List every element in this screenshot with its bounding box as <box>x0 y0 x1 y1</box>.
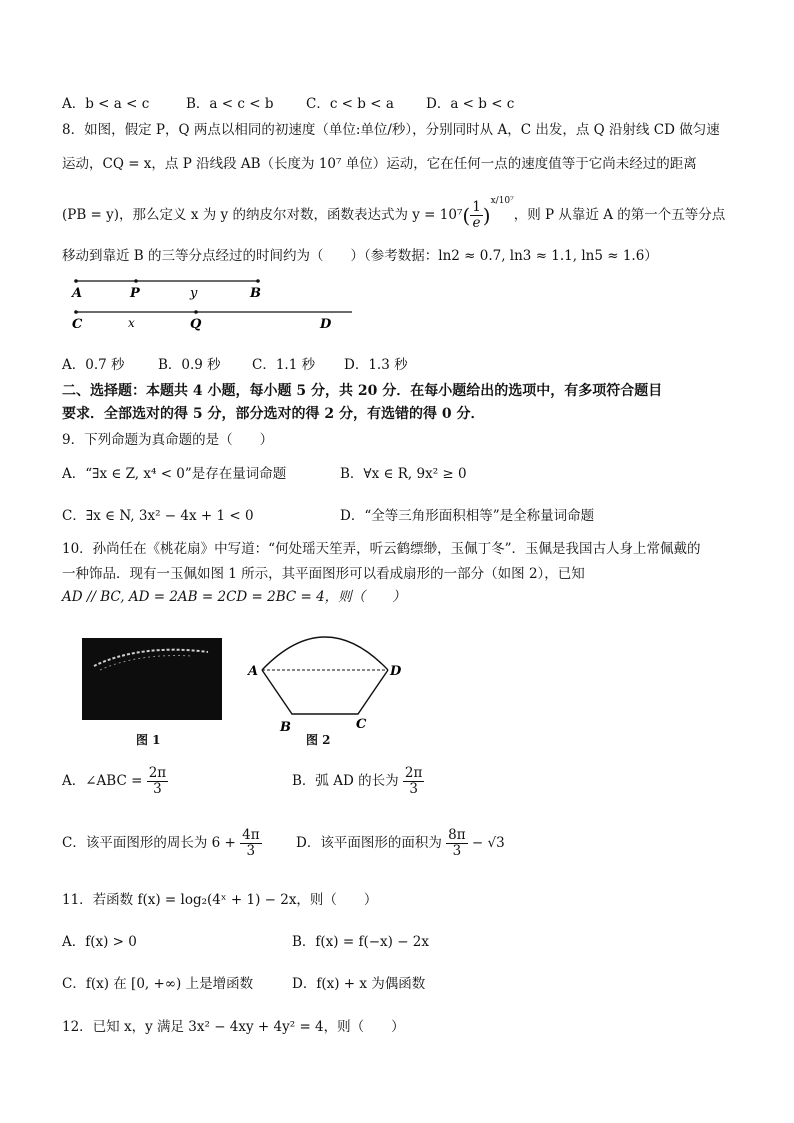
fig2-label-d: D <box>390 664 402 679</box>
q8-line-3-pre: (PB = y)，那么定义 x 为 y 的纳皮尔对数，函数表达式为 y = 10⁷ <box>62 206 463 223</box>
q8-line-4: 移动到靠近 B 的三等分点经过的时间约为（ ）（参考数据：ln2 ≈ 0.7, ln3 ≈ 1.1, ln5 ≈ 1.6） <box>62 248 658 264</box>
q10-line-1: 10．孙尚任在《桃花扇》中写道：“何处瑶天笙弄，听云鹤缥缈，玉佩丁冬”．玉佩是我国古人身上常佩戴的 <box>62 541 701 557</box>
arc-ad <box>262 637 388 670</box>
q11-option-c: C．f(x) 在 [0, +∞) 上是增函数 <box>62 976 254 992</box>
polyline-abcd <box>262 670 388 714</box>
q8-line-3-post: ，则 P 从靠近 A 的第一个五等分点 <box>513 206 726 223</box>
q11-option-a: A．f(x) > 0 <box>62 934 137 950</box>
q8-fraction: $\frac{1}{e}$ <box>472 199 481 231</box>
point-p <box>134 279 138 283</box>
q10-option-a: A．∠ABC = $\frac{2\pi}{3}$ <box>62 765 167 797</box>
q11-stem: 11．若函数 f(x) = log₂(4ˣ + 1) − 2x，则（ ） <box>62 892 378 908</box>
point-c <box>74 310 78 314</box>
q9-stem: 9．下列命题为真命题的是（ ） <box>62 432 274 448</box>
q12-stem: 12．已知 x，y 满足 3x² − 4xy + 4y² = 4，则（ ） <box>62 1019 405 1035</box>
q8-line-1: 8．如图，假定 P，Q 两点以相同的初速度（单位:单位/秒），分别同时从 A，C 出发，点 Q 沿射线 CD 做匀速 <box>62 122 720 138</box>
figure-1-pendant-photo <box>82 638 222 720</box>
q8-option-b: B．0.9 秒 <box>158 357 221 373</box>
q10-option-c: C．该平面图形的周长为 6 + $\frac{4\pi}{3}$ <box>62 827 260 859</box>
q8-figure <box>62 270 362 334</box>
point-q <box>194 310 198 314</box>
label-q: Q <box>190 317 202 332</box>
q8-option-c: C．1.1 秒 <box>252 357 316 373</box>
q9-option-c: C．∃x ∈ N, 3x² − 4x + 1 < 0 <box>62 508 254 524</box>
label-p: P <box>130 286 140 301</box>
section-2-heading-line-2: 要求．全部选对的得 5 分，部分选对的得 2 分，有选错的得 0 分． <box>62 406 485 422</box>
q10-line-3: AD // BC, AD = 2AB = 2CD = 2BC = 4，则（ ） <box>62 589 406 605</box>
q8-exponent: x/10⁷ <box>490 196 514 207</box>
label-d: D <box>320 317 332 332</box>
q11-option-d: D．f(x) + x 为偶函数 <box>292 976 426 992</box>
q9-option-d: D．“全等三角形面积相等”是全称量词命题 <box>340 508 595 524</box>
q9-option-a: A．“∃x ∈ Z, x⁴ < 0”是存在量词命题 <box>62 466 287 482</box>
fig2-label-b: B <box>280 720 291 735</box>
fig2-label-c: C <box>356 717 367 732</box>
q8-option-d: D．1.3 秒 <box>344 357 408 373</box>
q8-line-3: (PB = y)，那么定义 x 为 y 的纳皮尔对数，函数表达式为 y = 10⁷( $\frac{1}{e}$ )$^{x/10^7}$，则 P 从靠近 A 的第一个五等分点 <box>62 196 726 231</box>
q10-line-2: 一种饰品．现有一玉佩如图 1 所示，其平面图形可以看成扇形的一部分（如图 2），已知 <box>62 566 585 582</box>
q10-option-d: D．该平面图形的面积为 $\frac{8\pi}{3}$ − √3 <box>296 827 505 859</box>
label-b: B <box>250 286 261 301</box>
label-y: y <box>190 286 198 301</box>
q9-option-b: B．∀x ∈ R, 9x² ≥ 0 <box>340 466 467 482</box>
q7-option-a: A．b < a < c <box>62 96 150 112</box>
figure-2-caption: 图 2 <box>306 733 331 747</box>
point-a <box>74 279 78 283</box>
figure-2-diagram <box>240 618 410 738</box>
point-b <box>256 279 260 283</box>
q7-option-c: C．c < b < a <box>306 96 394 112</box>
fig2-label-a: A <box>248 664 259 679</box>
q11-option-b: B．f(x) = f(−x) − 2x <box>292 934 430 950</box>
q8-line-2: 运动，CQ = x，点 P 沿线段 AB（长度为 10⁷ 单位）运动，它在任何一点的速度值等于它尚未经过的距离 <box>62 156 697 172</box>
label-x: x <box>128 316 135 330</box>
q7-option-d: D．a < b < c <box>426 96 515 112</box>
label-a: A <box>72 286 83 301</box>
figure-1-caption: 图 1 <box>136 733 161 747</box>
q7-option-b: B．a < c < b <box>186 96 274 112</box>
section-2-heading-line-1: 二、选择题：本题共 4 小题，每小题 5 分，共 20 分．在每小题给出的选项中，有多项符合题目 <box>62 383 663 399</box>
q10-option-b: B．弧 AD 的长为 $\frac{2\pi}{3}$ <box>292 765 423 797</box>
label-c: C <box>72 317 83 332</box>
q8-option-a: A．0.7 秒 <box>62 357 125 373</box>
